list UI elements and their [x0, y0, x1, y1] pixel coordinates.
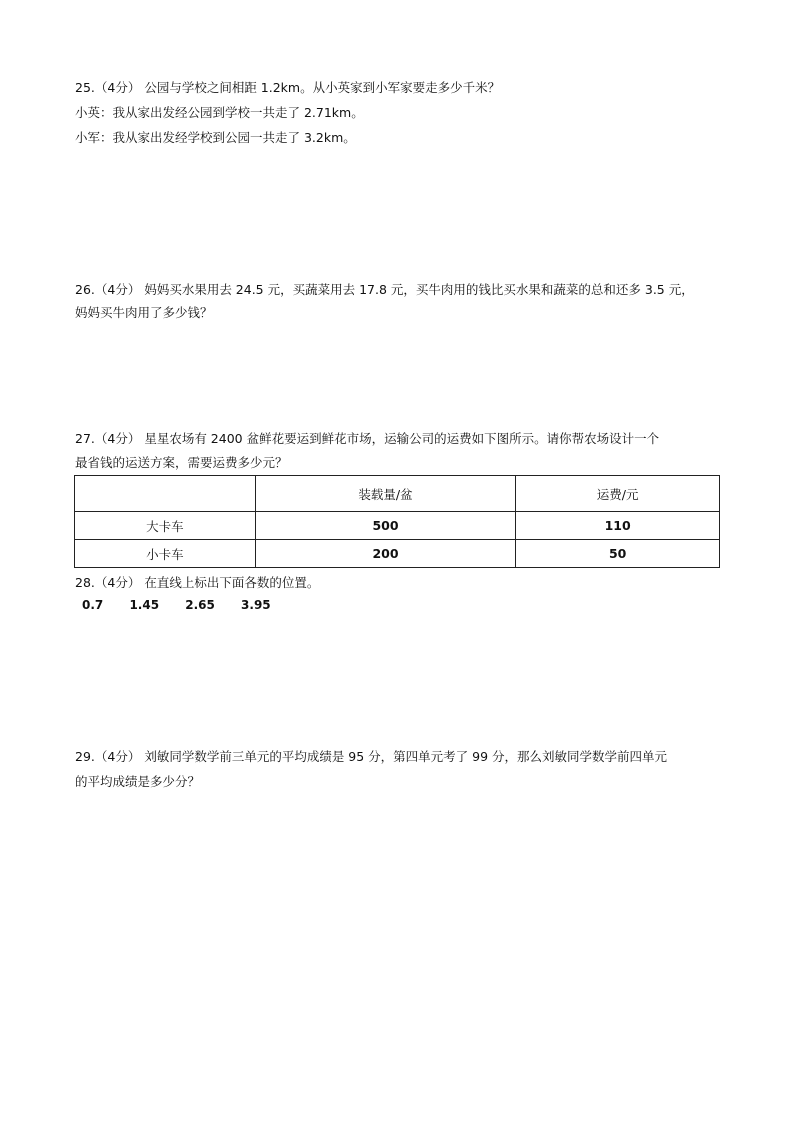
q29-text1: 刘敏同学数学前三单元的平均成绩是 95 分，第四单元考了 99 分，那么刘敏同学数学前四单元 — [144, 749, 668, 764]
freight-header-cost: 运费/元 — [516, 476, 720, 512]
freight-header-blank — [75, 476, 256, 512]
q26-line1 — [75, 281, 694, 299]
q25-line1 — [75, 79, 500, 97]
q25-line3: 小军：我从家出发经学校到公园一共走了 3.2km。 — [75, 130, 356, 145]
q28-number-item: 1.45 — [129, 598, 160, 612]
freight-cell-capacity: 200 — [255, 540, 516, 568]
q28-number: 28.（4分） — [75, 575, 141, 590]
freight-table-header-row — [75, 476, 720, 512]
q27-line2: 最省钱的运送方案，需要运费多少元？ — [75, 455, 288, 470]
q28-numbers — [82, 598, 293, 612]
q27-line1 — [75, 430, 659, 448]
q28-number-item: 3.95 — [241, 598, 271, 612]
table-row — [75, 512, 720, 540]
q25-stem: 公园与学校之间相距 1.2km。从小英家到小军家要走多少千米？ — [144, 80, 501, 95]
q29-number: 29.（4分） — [75, 749, 141, 764]
freight-cell-cost: 50 — [516, 540, 720, 568]
q26-line2: 妈妈买牛肉用了多少钱？ — [75, 305, 213, 320]
freight-cell-cost: 110 — [516, 512, 720, 540]
table-row — [75, 540, 720, 568]
freight-table — [74, 475, 720, 568]
q28-number-item: 0.7 — [82, 598, 104, 612]
q25-line2: 小英：我从家出发经公园到学校一共走了 2.71km。 — [75, 105, 364, 120]
freight-cell-vehicle: 大卡车 — [75, 512, 256, 540]
q29-line2: 的平均成绩是多少分？ — [75, 774, 201, 789]
q28-stem: 在直线上标出下面各数的位置。 — [144, 575, 320, 590]
freight-header-capacity: 装载量/盆 — [255, 476, 516, 512]
q28-number-item: 2.65 — [185, 598, 215, 612]
q27-text1: 星星农场有 2400 盆鲜花要运到鲜花市场，运输公司的运费如下图所示。请你帮农场设计一个 — [144, 431, 660, 446]
q26-text1: 妈妈买水果用去 24.5 元，买蔬菜用去 17.8 元，买牛肉用的钱比买水果和蔬菜的总和还多 3.5 元， — [144, 282, 694, 297]
q26-number: 26.（4分） — [75, 282, 141, 297]
freight-cell-vehicle: 小卡车 — [75, 540, 256, 568]
q27-number: 27.（4分） — [75, 431, 141, 446]
q25-number: 25.（4分） — [75, 80, 141, 95]
q29-line1 — [75, 748, 667, 766]
freight-cell-capacity: 500 — [255, 512, 516, 540]
q28-line1 — [75, 574, 319, 592]
